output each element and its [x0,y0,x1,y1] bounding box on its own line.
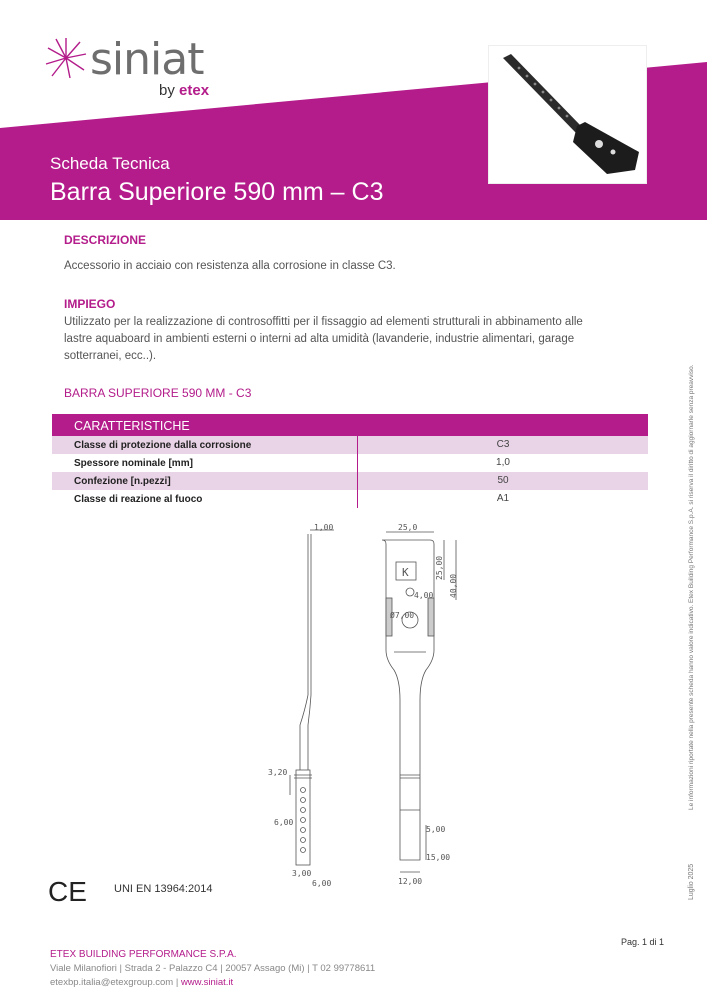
product-image [489,46,646,183]
side-date-text: Luglio 2025 [688,863,695,900]
product-photo [488,45,647,184]
dim-320: 3,20 [268,768,288,777]
row-value: 50 [357,472,648,490]
side-disclaimer [686,250,702,810]
brand-by-prefix: by [159,82,175,99]
row-label: Classe di reazione al fuoco [74,493,203,505]
row-label: Confezione [n.pezzi] [74,475,171,487]
product-subtitle: BARRA SUPERIORE 590 MM - C3 [64,386,252,400]
side-date [686,845,702,905]
row-value: 1,0 [357,454,648,472]
dim-1200: 12,00 [398,877,423,886]
technical-drawing [250,520,480,895]
table-row [52,472,648,490]
descrizione-heading: DESCRIZIONE [64,233,147,247]
dim-1500: 15,00 [426,853,451,862]
dim-300: 3,00 [292,869,312,878]
dim-width: 25,0 [398,523,418,532]
dim-40: 40,00 [449,573,458,598]
dim-500: 5,00 [426,825,446,834]
company-address: Viale Milanofiori | Strada 2 - Palazzo C4 | 20057 Assago (Mi) | T 02 99778611 [50,963,376,974]
impiego-line: Utilizzato per la realizzazione di controsoffitti per il fissaggio ad elementi strutturali in abbinamento alle [64,316,583,328]
impiego-heading: IMPIEGO [64,297,116,311]
company-contacts [50,977,233,988]
row-value: A1 [357,490,648,508]
table-row [52,436,648,454]
ce-mark: CE [48,876,87,907]
page-number: Pag. 1 di 1 [621,937,665,947]
brand-name: siniat [90,34,204,85]
document-type: Scheda Tecnica [50,154,170,173]
descrizione-text: Accessorio in acciaio con resistenza alla corrosione in classe C3. [64,260,396,272]
impiego-line: sotterranei, ecc..). [64,350,157,362]
drawing-dimensions [268,523,458,888]
side-disclaimer-text: Le informazioni riportate nella presente scheda hanno valore indicativo. Etex Building Performance S.p.A. si riserva il diritto di aggiornarle senza preavviso. [688,364,695,810]
dim-25: 25,00 [435,555,444,580]
company-name: ETEX BUILDING PERFORMANCE S.P.A. [50,949,237,960]
drawing-letter: K [402,566,409,579]
dim-hole: Ø7,00 [390,611,415,620]
row-value: C3 [357,436,648,454]
impiego-line: lastre aquaboard in ambienti esterni o interni ad alta umidità (lavanderie, industrie alimentari, garage [64,333,575,345]
brand-by-etex: etex [179,82,210,99]
company-website[interactable]: www.siniat.it [180,977,234,988]
table-row [52,490,648,508]
table-heading: CARATTERISTICHE [52,414,648,436]
siniat-logo [44,36,234,106]
characteristics-table [52,414,648,508]
row-label: Spessore nominale [mm] [74,457,193,469]
dim-thickness: 1,00 [314,523,334,532]
norm-reference: UNI EN 13964:2014 [114,883,213,895]
dim-4: 4,00 [414,591,434,600]
page-title: Barra Superiore 590 mm – C3 [50,178,384,206]
brand-by [159,82,209,99]
side-view [290,530,334,865]
row-label: Classe di protezione dalla corrosione [74,439,252,451]
table-row [52,454,648,472]
front-view [382,532,456,872]
dim-600b: 6,00 [312,879,332,888]
company-email[interactable]: etexbp.italia@etexgroup.com | [50,977,179,988]
siniat-star-icon [44,36,88,80]
impiego-text [64,314,634,365]
dim-600: 6,00 [274,818,294,827]
